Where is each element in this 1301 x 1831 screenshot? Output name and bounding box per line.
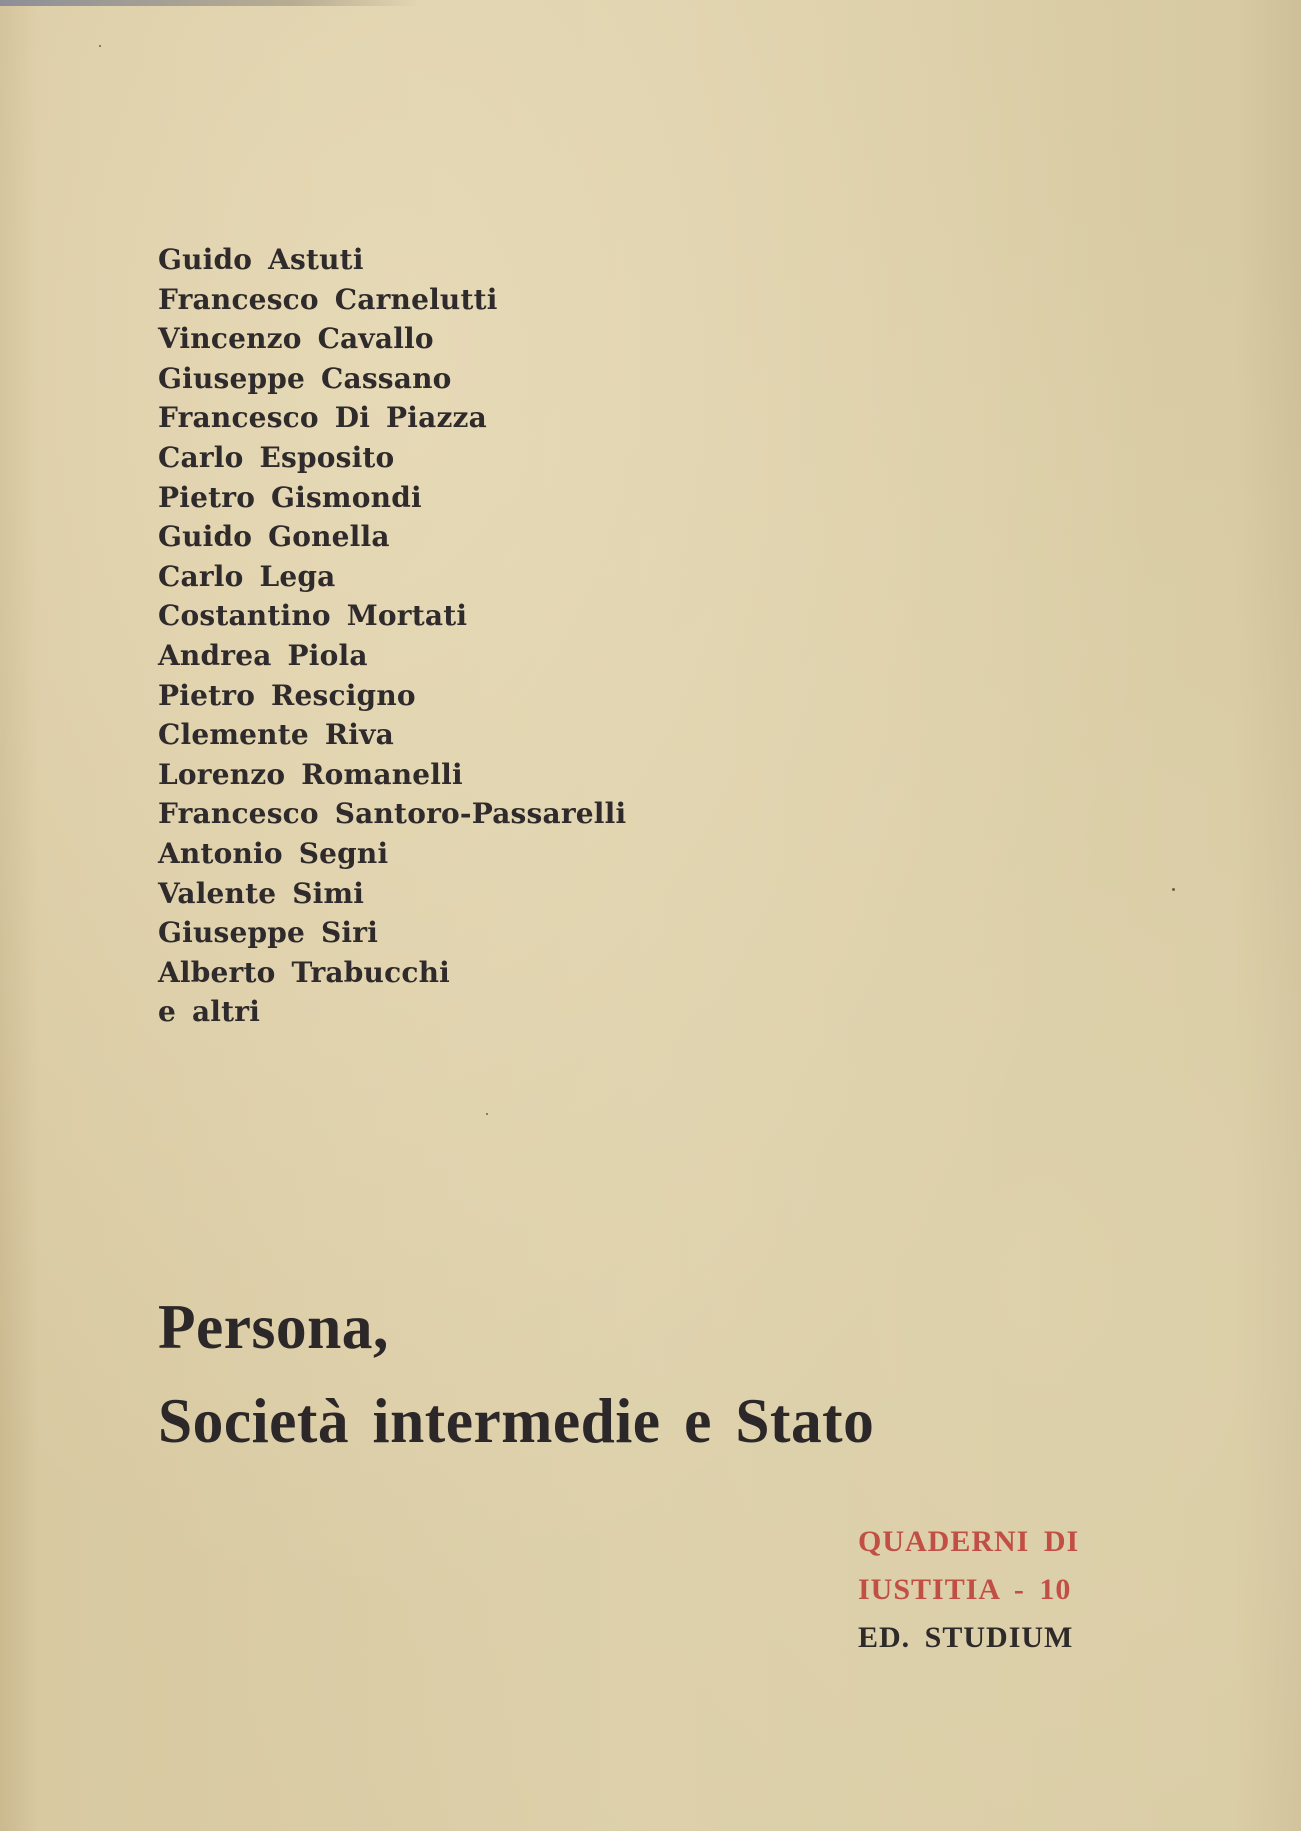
publisher-name: ED. STUDIUM: [858, 1621, 1074, 1654]
series-name-line-1: QUADERNI DI: [858, 1525, 1080, 1558]
paper-speck: [99, 45, 101, 47]
author-name: Giuseppe Cassano: [158, 361, 452, 395]
title-line-1: Persona,: [158, 1291, 389, 1362]
author-name: Francesco Santoro-Passarelli: [158, 797, 627, 831]
book-title: [158, 1280, 874, 1468]
author-name: Alberto Trabucchi: [158, 955, 450, 989]
author-name: Francesco Di Piazza: [158, 401, 487, 435]
author-name: Vincenzo Cavallo: [158, 322, 434, 356]
author-name: Clemente Riva: [158, 718, 394, 752]
author-name: Giuseppe Siri: [158, 916, 379, 950]
author-name: Antonio Segni: [158, 836, 389, 870]
author-name: Pietro Rescigno: [158, 678, 416, 712]
series-name-line-2: IUSTITIA - 10: [858, 1573, 1072, 1606]
author-name: Guido Gonella: [158, 520, 390, 554]
title-line-2: Società intermedie e Stato: [158, 1385, 875, 1456]
cover-top-edge: [0, 0, 420, 6]
author-name: Carlo Lega: [158, 559, 336, 593]
paper-speck: [1172, 888, 1175, 891]
author-list: [158, 240, 626, 1032]
author-name: Carlo Esposito: [158, 440, 395, 474]
authors-others: e altri: [158, 995, 261, 1029]
author-name: Francesco Carnelutti: [158, 282, 498, 316]
author-name: Andrea Piola: [158, 638, 368, 672]
author-name: Costantino Mortati: [158, 599, 468, 633]
author-name: Valente Simi: [158, 876, 365, 910]
author-name: Guido Astuti: [158, 243, 364, 276]
author-name: Lorenzo Romanelli: [158, 757, 463, 791]
author-name: Pietro Gismondi: [158, 480, 422, 514]
paper-speck: [486, 1113, 488, 1115]
series-block: [858, 1518, 1079, 1662]
